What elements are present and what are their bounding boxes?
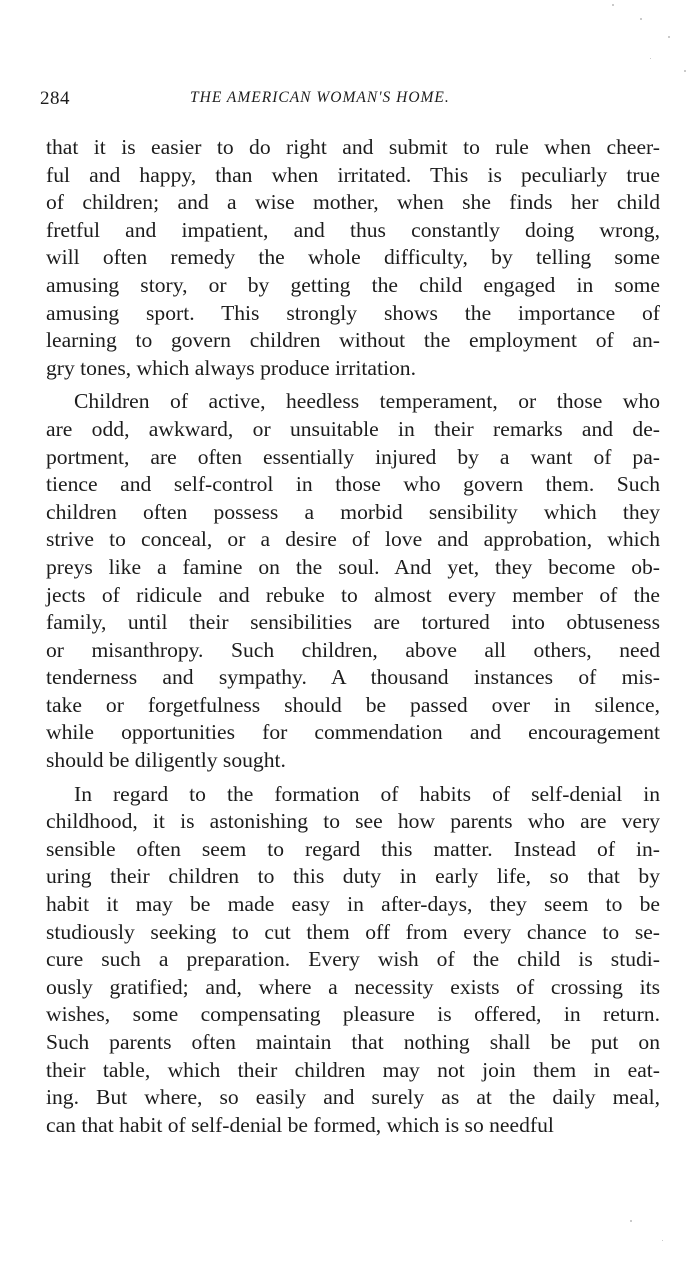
text-line: preys like a famine on the soul. And yet, they become ob- [46, 554, 660, 579]
text-line: learning to govern children without the employment of an- [46, 328, 660, 353]
body-text [46, 134, 660, 1145]
text-line: ing. But where, so easily and surely as at the daily meal, [46, 1085, 660, 1110]
text-line: strive to conceal, or a desire of love and approbation, which [46, 527, 660, 552]
text-line: fretful and impatient, and thus constantly doing wrong, [46, 217, 660, 242]
text-line: while opportunities for commendation and encouragement [46, 720, 660, 745]
text-line: tenderness and sympathy. A thousand instances of mis- [46, 665, 660, 690]
print-speckle [630, 1220, 632, 1222]
text-line: take or forgetfulness should be passed over in silence, [46, 692, 660, 717]
text-line: cure such a preparation. Every wish of the child is studi- [46, 947, 660, 972]
paragraph [46, 134, 660, 382]
text-line: can that habit of self-denial be formed, which is so needful [46, 1112, 554, 1137]
print-speckle [640, 18, 642, 20]
text-line: wishes, some compensating pleasure is offered, in return. [46, 1002, 660, 1027]
text-line: ously gratified; and, where a necessity exists of crossing its [46, 974, 660, 999]
text-line: In regard to the formation of habits of self-denial in [74, 781, 660, 806]
text-line: family, until their sensibilities are tortured into obtuseness [46, 610, 660, 635]
running-head: THE AMERICAN WOMAN'S HOME. [190, 89, 450, 106]
text-line: ful and happy, than when irritated. This is peculiarly true [46, 162, 660, 187]
print-speckle [684, 70, 686, 72]
text-line: jects of ridicule and rebuke to almost every member of the [46, 582, 660, 607]
text-line: gry tones, which always produce irritation. [46, 355, 416, 380]
text-line: uring their children to this duty in early life, so that by [46, 864, 660, 889]
text-line: should be diligently sought. [46, 748, 286, 773]
text-line: amusing sport. This strongly shows the importance of [46, 300, 660, 325]
text-line: portment, are often essentially injured by a want of pa- [46, 444, 660, 469]
text-line: tience and self-control in those who govern them. Such [46, 472, 660, 497]
text-line: that it is easier to do right and submit to rule when cheer- [46, 135, 660, 159]
text-line: amusing story, or by getting the child engaged in some [46, 272, 660, 297]
text-line: are odd, awkward, or unsuitable in their remarks and de- [46, 416, 660, 441]
print-speckle [612, 4, 614, 6]
paragraph [46, 388, 660, 774]
page-header [40, 88, 650, 114]
paragraph [46, 781, 660, 1140]
text-line: of children; and a wise mother, when she finds her child [46, 190, 660, 215]
text-line: will often remedy the whole difficulty, by telling some [46, 245, 660, 270]
text-line: Children of active, heedless temperament, or those who [74, 389, 660, 414]
text-line: sensible often seem to regard this matter. Instead of in- [46, 836, 660, 861]
text-line: children often possess a morbid sensibility which they [46, 499, 660, 524]
text-line: habit it may be made easy in after-days, they seem to be [46, 892, 660, 917]
text-line: Such parents often maintain that nothing shall be put on [46, 1030, 660, 1054]
text-line: childhood, it is astonishing to see how parents who are very [46, 809, 660, 834]
text-line: their table, which their children may not join them in eat- [46, 1057, 660, 1082]
page-number: 284 [40, 88, 70, 109]
text-line: or misanthropy. Such children, above all others, need [46, 637, 660, 662]
text-line: studiously seeking to cut them off from every chance to se- [46, 919, 660, 944]
print-speckle [662, 1240, 663, 1241]
print-speckle [668, 36, 670, 38]
print-speckle [650, 58, 651, 59]
